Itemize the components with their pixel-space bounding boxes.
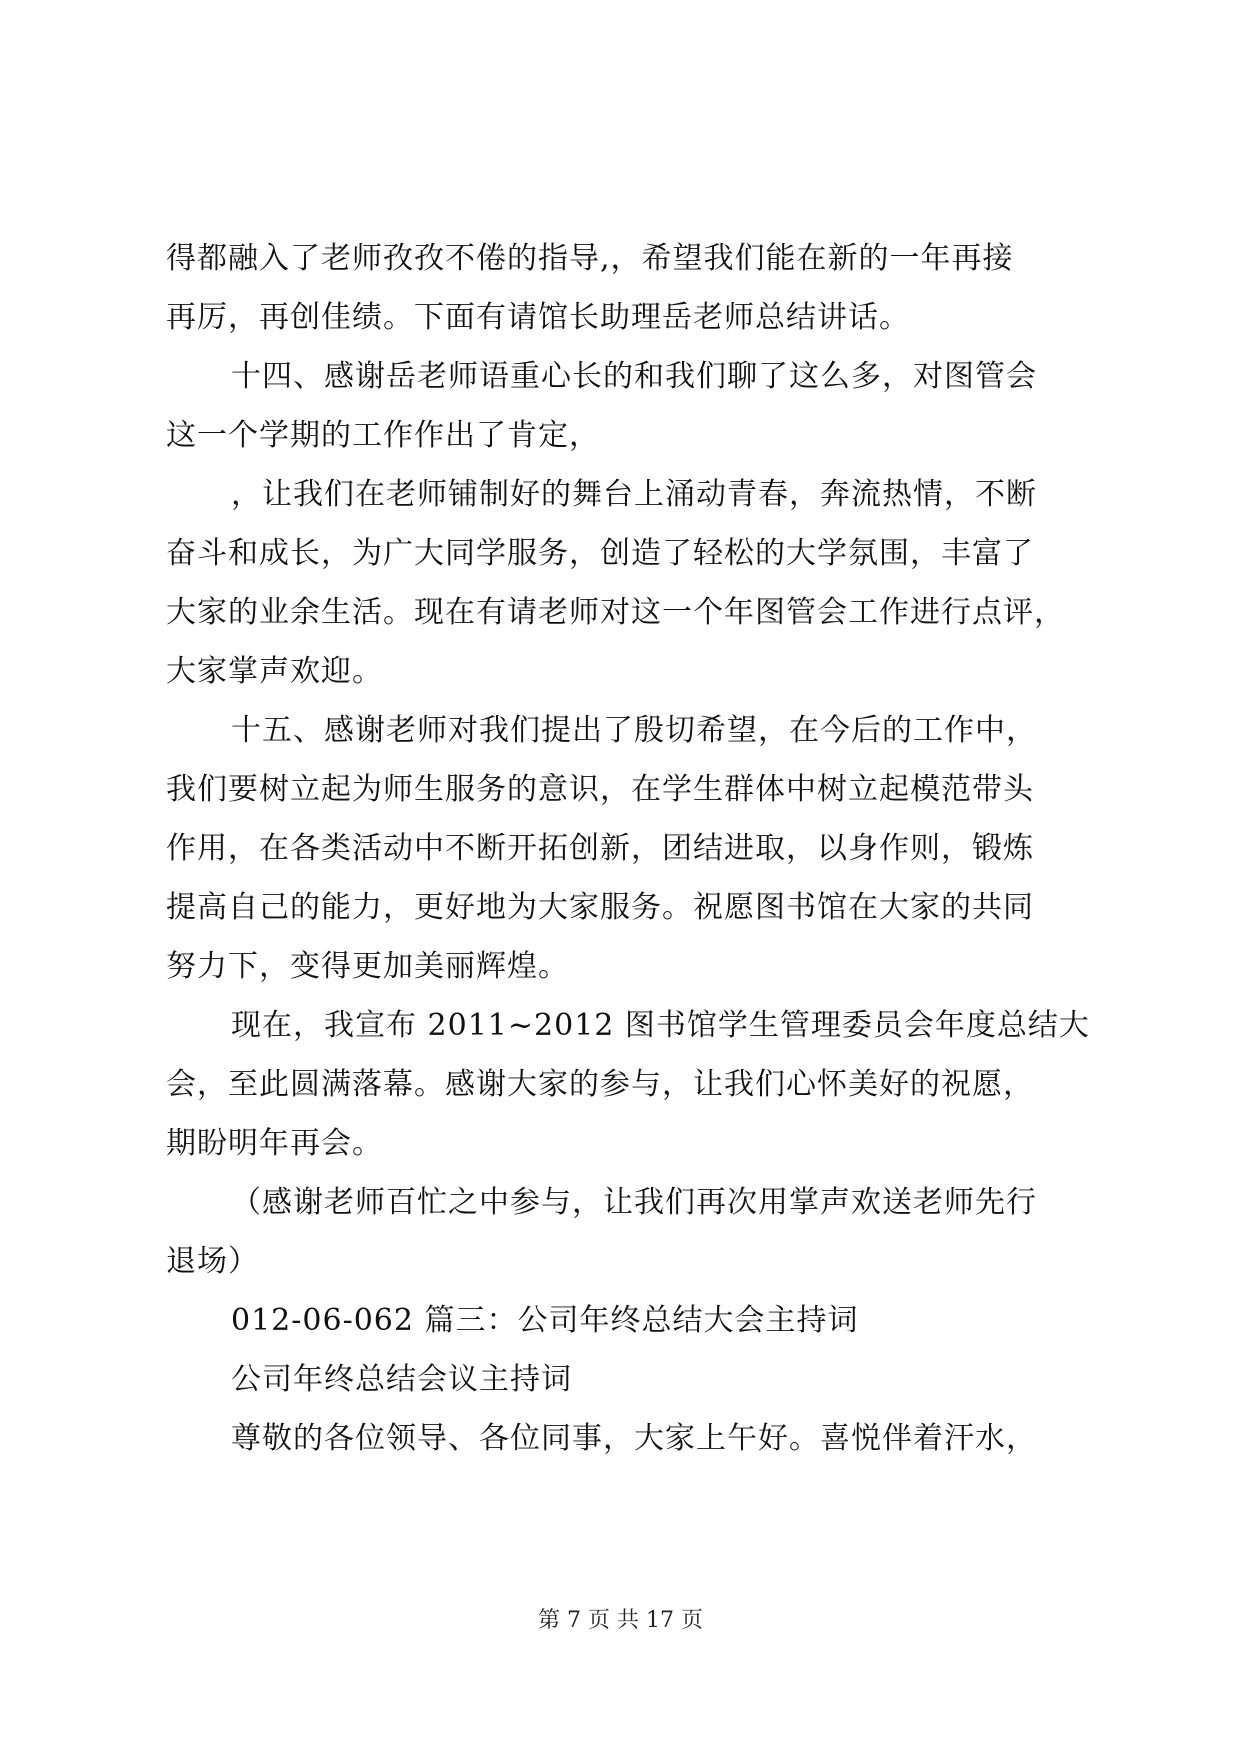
text-line: （感谢老师百忙之中参与，让我们再次用掌声欢送老师先行 <box>231 1185 1037 1220</box>
text-line: 得都融入了老师孜孜不倦的指导,，希望我们能在新的一年再接 <box>166 241 1014 276</box>
text-line: 再厉，再创佳绩。下面有请馆长助理岳老师总结讲话。 <box>166 300 910 335</box>
text-line: 尊敬的各位领导、各位同事，大家上午好。喜悦伴着汗水， <box>231 1421 1037 1456</box>
text-line: 期盼明年再会。 <box>166 1126 383 1161</box>
page-number-footer: 第 7 页 共 17 页 <box>538 1608 703 1633</box>
text-line: ，让我们在老师铺制好的舞台上涌动青春，奔流热情，不断 <box>231 477 1037 512</box>
text-line: 提高自己的能力，更好地为大家服务。祝愿图书馆在大家的共同 <box>166 890 1034 925</box>
text-line: 会，至此圆满落幕。感谢大家的参与，让我们心怀美好的祝愿， <box>166 1067 1034 1102</box>
text-line: 这一个学期的工作作出了肯定， <box>166 418 600 453</box>
text-line: 十五、感谢老师对我们提出了殷切希望，在今后的工作中， <box>231 713 1037 748</box>
text-line: 大家掌声欢迎。 <box>166 654 383 689</box>
text-line: 现在，我宣布 2011~2012 图书馆学生管理委员会年度总结大 <box>231 1008 1090 1043</box>
document-body <box>166 229 1096 1468</box>
text-line: 退场） <box>166 1244 259 1279</box>
text-line: 大家的业余生活。现在有请老师对这一个年图管会工作进行点评， <box>166 595 1065 630</box>
section-subheading: 公司年终总结会议主持词 <box>231 1362 572 1397</box>
text-line: 作用，在各类活动中不断开拓创新，团结进取，以身作则，锻炼 <box>166 831 1034 866</box>
section-heading: 012-06-062 篇三：公司年终总结大会主持词 <box>231 1303 859 1338</box>
text-line: 十四、感谢岳老师语重心长的和我们聊了这么多，对图管会 <box>231 359 1037 394</box>
text-line: 我们要树立起为师生服务的意识，在学生群体中树立起模范带头 <box>166 772 1034 807</box>
text-line: 奋斗和成长，为广大同学服务，创造了轻松的大学氛围，丰富了 <box>166 536 1034 571</box>
text-line: 努力下，变得更加美丽辉煌。 <box>166 949 569 984</box>
